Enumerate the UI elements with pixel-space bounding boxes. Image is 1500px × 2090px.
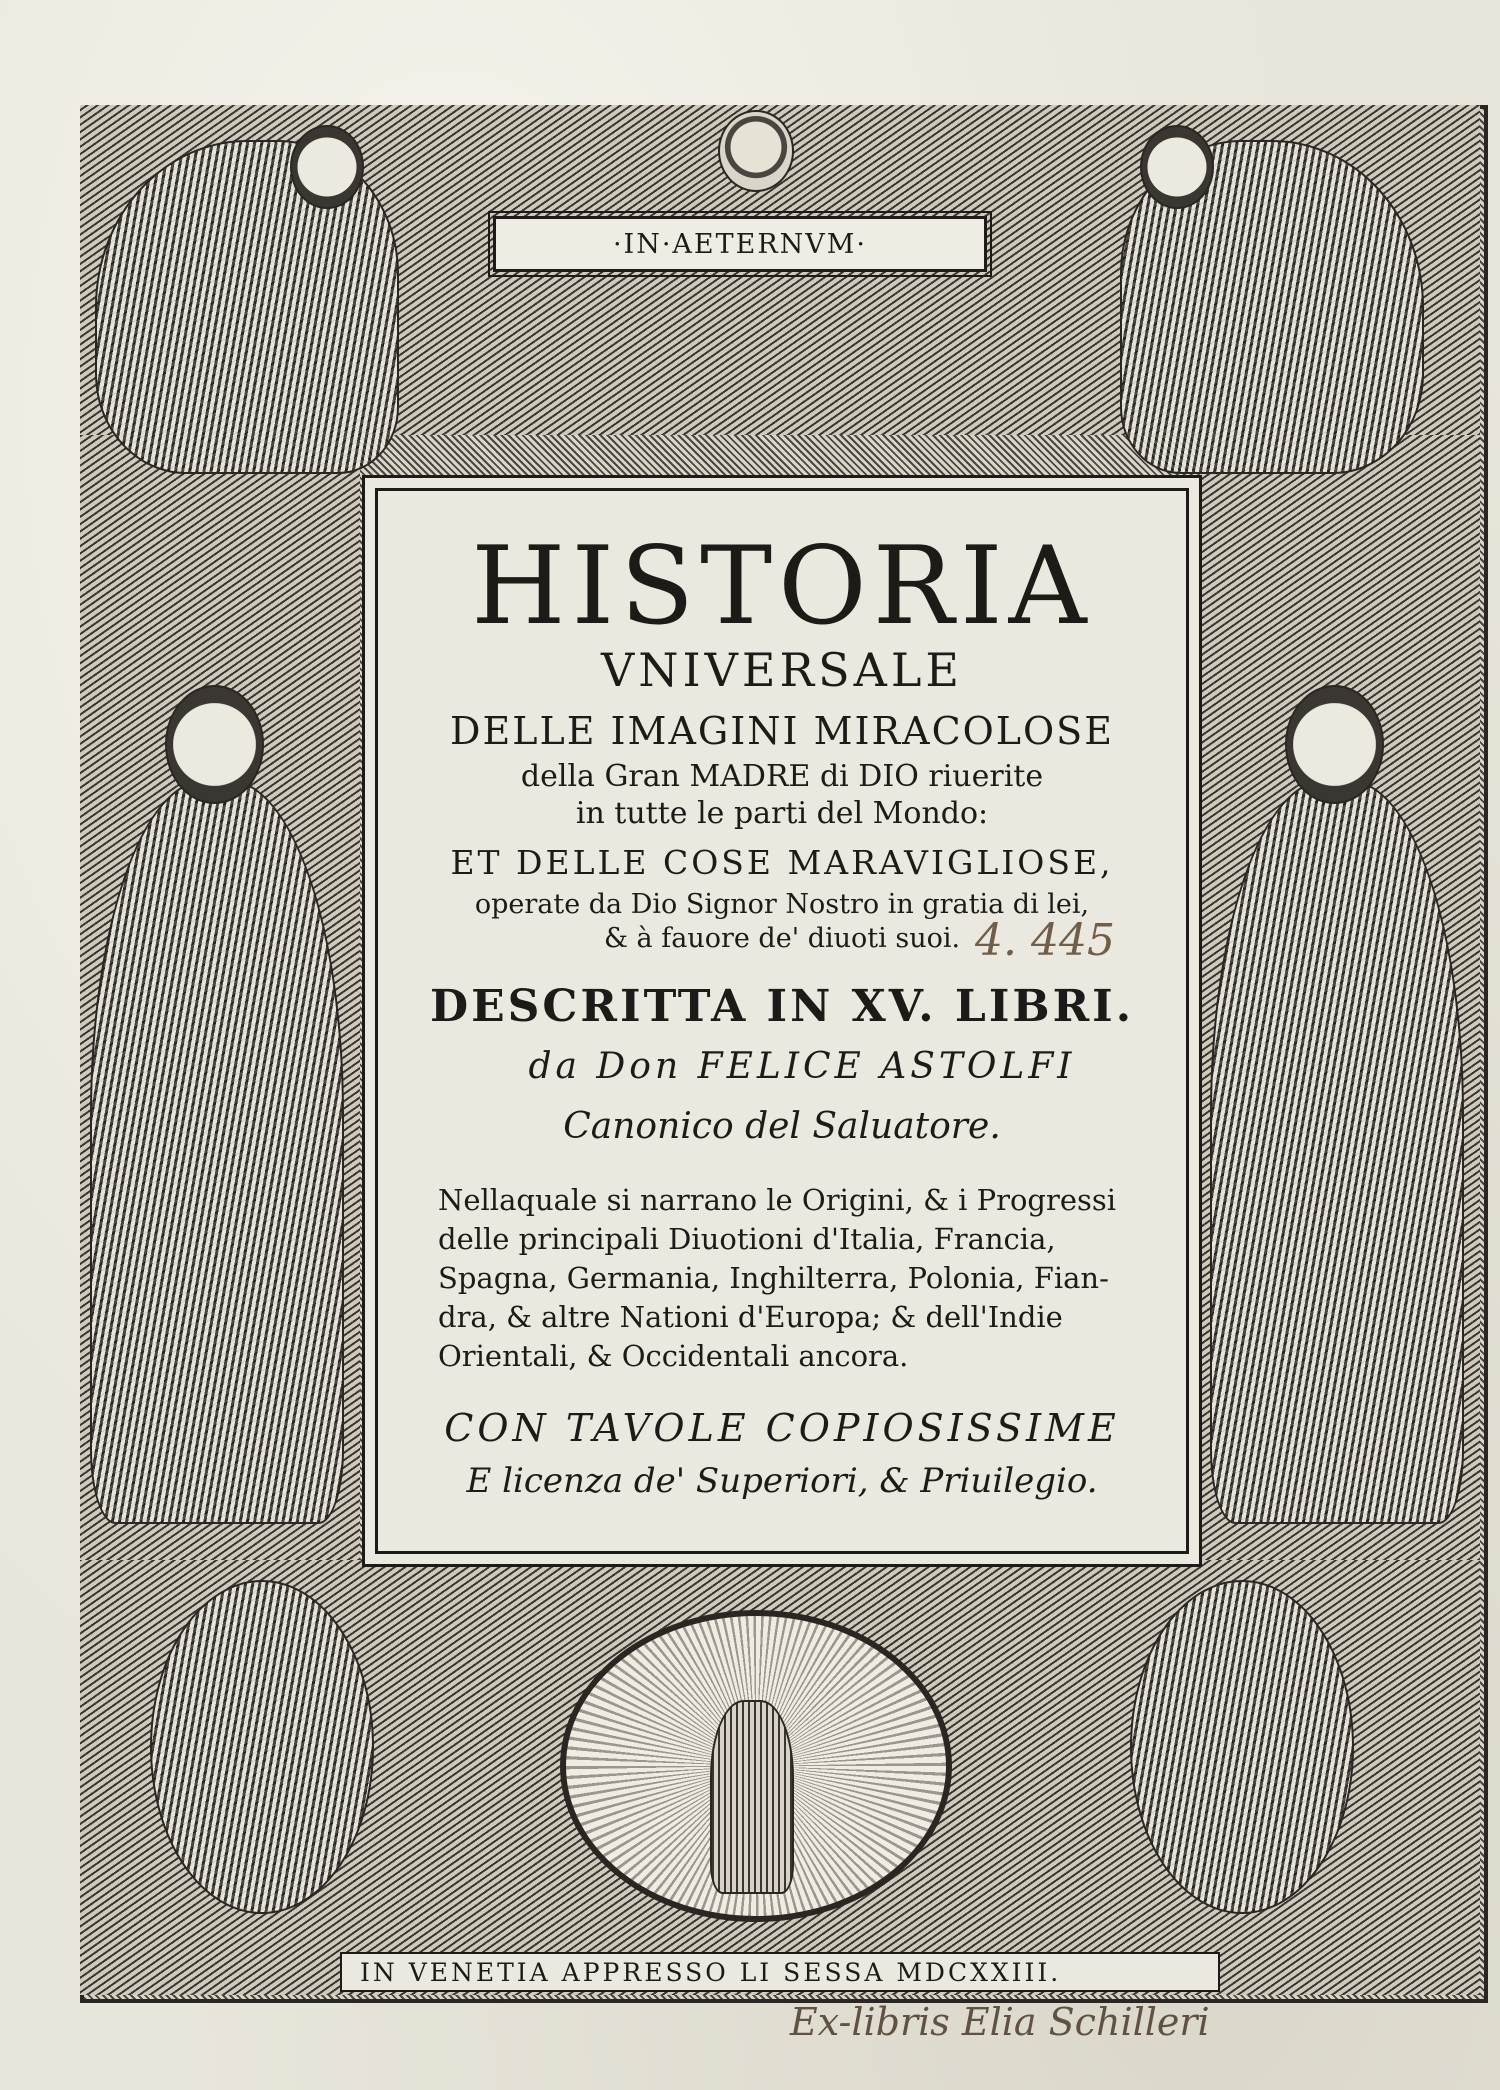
description-line: dra, & altre Nationi d'Europa; & dell'Indie <box>438 1300 1063 1334</box>
right-angel-head <box>1140 125 1214 209</box>
title-parti-mondo: in tutte le parti del Mondo: <box>575 796 989 831</box>
description-line: Spagna, Germania, Inghilterra, Polonia, Fian- <box>438 1261 1109 1295</box>
motto-text: ·IN·AETERNVM· <box>612 228 868 260</box>
imprint-text: IN VENETIA APPRESSO LI SESSA MDCXXIII. <box>360 1957 1062 1987</box>
madonna-figure <box>710 1700 794 1894</box>
title-tavole: CON TAVOLE COPIOSISSIME <box>444 1406 1120 1450</box>
left-female-figure <box>90 780 344 1524</box>
description-line: Nellaquale si narrano le Origini, & i Progressi <box>438 1183 1117 1217</box>
right-putto <box>1130 1580 1354 1914</box>
right-figure-head <box>1285 685 1384 804</box>
title-descritta: DESCRITTA IN XV. LIBRI. <box>429 981 1135 1032</box>
description-line: Orientali, & Occidentali ancora. <box>438 1339 909 1373</box>
ex-libris-inscription: Ex-libris Elia Schilleri <box>790 2000 1210 2044</box>
cherub-head-ornament <box>718 110 794 192</box>
title-cose-maravigliose: ET DELLE COSE MARAVIGLIOSE, <box>450 843 1114 882</box>
motto-cartouche <box>493 216 987 272</box>
author-line: da Don FELICE ASTOLFI <box>528 1046 1076 1087</box>
imprint-line <box>340 1952 1220 1992</box>
right-figure-with-dove <box>1210 780 1464 1524</box>
left-putto <box>150 1580 374 1914</box>
title-fauore: & à fauore de' diuoti suoi. <box>603 923 961 954</box>
description-block <box>438 1181 1156 1376</box>
left-figure-head <box>165 685 264 804</box>
title-gran-madre: della Gran MADRE di DIO riuerite <box>520 759 1044 794</box>
description-line: delle principali Diuotioni d'Italia, Francia, <box>438 1222 1056 1256</box>
left-angel-head <box>290 125 364 209</box>
title-panel <box>375 488 1189 1554</box>
manuscript-shelfmark: 4. 445 <box>975 915 1115 966</box>
title-licenza: E licenza de' Superiori, & Priuilegio. <box>466 1461 1098 1501</box>
title-imagini: DELLE IMAGINI MIRACOLOSE <box>450 709 1114 753</box>
title-operate: operate da Dio Signor Nostro in gratia di lei, <box>474 889 1090 920</box>
title-universale: VNIVERSALE <box>601 643 963 697</box>
author-title: Canonico del Saluatore. <box>563 1106 1001 1147</box>
title-main: HISTORIA <box>471 524 1093 649</box>
